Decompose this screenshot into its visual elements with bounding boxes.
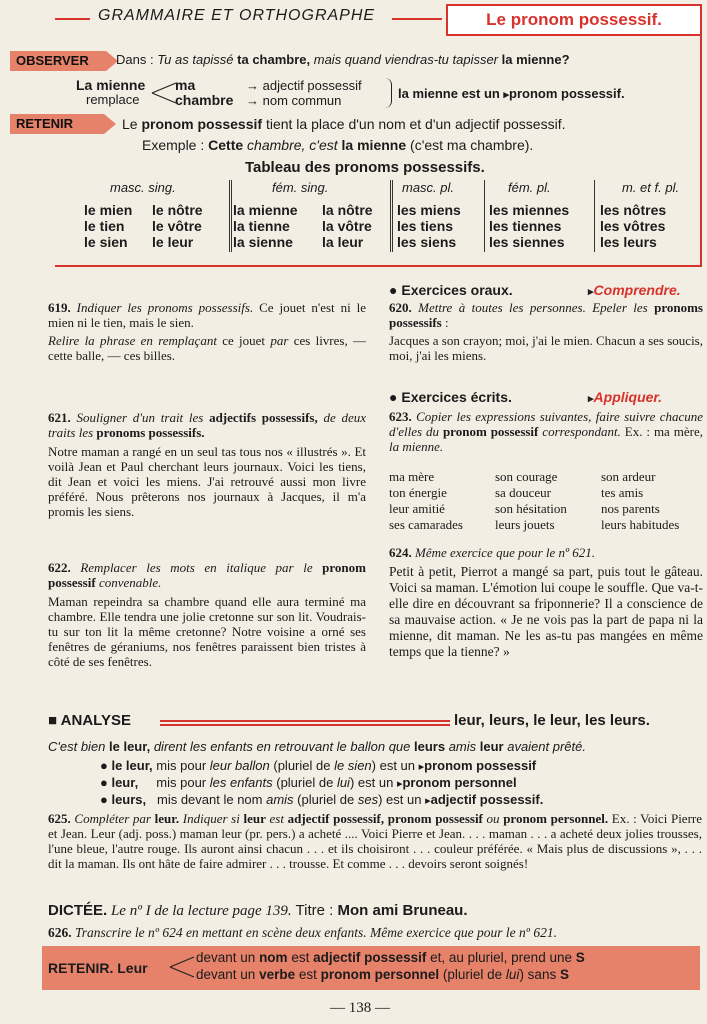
table-header-masc-sing: masc. sing.	[110, 180, 176, 195]
exercise-623-words: ma mère son courage son ardeur ton énergie sa douceur tes amis leur amitié son hésitation nos parents ses camarades leurs jouets leurs habitudes	[389, 469, 680, 532]
brace	[385, 78, 392, 108]
table-col-miennes: les miennes les tiennes les siennes	[489, 202, 570, 250]
retenir-leur-label: RETENIR. Leur	[48, 960, 148, 976]
remplace-word: remplace	[86, 92, 140, 107]
analyse-sentence: C'est bien le leur, dirent les enfants en retrouvant le ballon que leurs amis leur avaient prêté.	[48, 739, 586, 754]
table-header-fem-sing: fém. sing.	[272, 180, 329, 195]
table-header-masc-pl: masc. pl.	[402, 180, 455, 195]
table-title: Tableau des pronoms possessifs.	[245, 159, 485, 176]
page-number: — 138 —	[330, 1000, 390, 1016]
observer-sentence: Dans : Tu as tapissé ta chambre, mais quand viendras-tu tapisser la mienne?	[116, 52, 570, 67]
retenir-example: Exemple : Cette chambre, c'est la mienne (c'est ma chambre).	[142, 137, 534, 153]
nom-note: → nom commun	[246, 93, 342, 108]
table-divider	[390, 180, 391, 252]
retenir-label: RETENIR	[10, 114, 104, 134]
table-col-notres: les nôtres les vôtres les leurs	[600, 202, 667, 250]
exercise-625: 625. Compléter par leur. Indiquer si leur est adjectif possessif, pronom possessif ou pronom personnel. Ex. : Voici Pierre et Jean. Leur (adj. poss.) maman leur (pr. pers.) a acheté .... Voici Pierre et Jean. . . . maman . . . a acheté deux jolies trousses, l'une bleue, l'autre rouge. Ils auront ainsi chacun . . . et ils choisiront . . . couleur préférée. « Mais plus de discussions », . . . dit la maman. Ils ont hâte de faire admirer . . . trousse. Et comme . . . devoirs seront soignés!	[48, 811, 703, 871]
observer-conclusion: la mienne est un ▸ pronom possessif.	[398, 86, 625, 101]
mienne-word: La mienne	[76, 77, 146, 93]
leur-branch-lines	[168, 952, 196, 982]
exercise-619: 619. Indiquer les pronoms possessifs. Ce jouet n'est ni le mien ni le tien, mais le sien. Relire la phrase en remplaçant ce jouet par ces livres, — cette balle, — ces billes.	[48, 300, 366, 363]
section-title: GRAMMAIRE ET ORTHOGRAPHE	[98, 7, 376, 24]
oral-exercises-heading: ● Exercices oraux.	[389, 282, 513, 298]
adj-note: → adjectif possessif	[246, 78, 362, 93]
table-divider	[229, 180, 230, 252]
table-header-mf-pl: m. et f. pl.	[622, 180, 680, 195]
table-col-mienne: la mienne la tienne la sienne	[233, 202, 298, 250]
table-col-notre: le nôtre le vôtre le leur	[152, 202, 203, 250]
table-header-fem-pl: fém. pl.	[508, 180, 551, 195]
exercise-624: 624. Même exercice que pour le nº 621. Petit à petit, Pierrot a mangé sa part, puis tout le gâteau. Voici sa maman. L'émotion lui coupe le souffle. Que va-t-elle dire en découvrant sa friponnerie? Il a conscience de sa mauvaise action. « Je ne vois pas la part de papa ni la mienne, dit maman. Ne les as-tu pas mangées en même temps que la tienne? »	[389, 545, 703, 659]
appliquer-tag: ▸ Appliquer.	[588, 389, 662, 405]
chambre-word: chambre	[175, 92, 234, 108]
analyse-list: ● le leur, mis pour leur ballon (pluriel de le sien) est un ▸ pronom possessif ● leur, mis pour les enfants (pluriel de lui) est un ▸ pronom personnel ● leurs, mis devant le nom amis (pluriel de ses) est un ▸ adjectif possessif.	[100, 758, 543, 809]
observer-label: OBSERVER	[10, 51, 106, 71]
analyse-words: leur, leurs, le leur, les leurs.	[454, 712, 650, 729]
table-col-la-notre: la nôtre la vôtre la leur	[322, 202, 373, 250]
retenir-leur-rules: devant un nom est adjectif possessif et, au pluriel, prend une S devant un verbe est pronom personnel (pluriel de lui) sans S	[196, 950, 585, 982]
ma-word: ma	[175, 77, 196, 93]
table-col-mien: le mien le tien le sien	[84, 202, 133, 250]
table-divider	[392, 180, 393, 252]
analyse-heading: ■ ANALYSE	[48, 712, 131, 729]
retenir-rule: Le pronom possessif tient la place d'un nom et d'un adjectif possessif.	[122, 116, 566, 132]
table-divider	[594, 180, 595, 252]
branch-lines	[150, 78, 178, 108]
exercise-621: 621. Souligner d'un trait les adjectifs possessifs, de deux traits les pronoms possessifs. Notre maman a rangé en un seul tas tous nos « illustrés ». Et voilà Jean et Paul cherchant leurs journaux. Voici les tiens, dit Jean et voici les miens. J'ai retrouvé aussi mon livre préféré. Nous prêterons nos journaux à Jacques, il m'a promis les siens.	[48, 410, 367, 519]
table-divider	[484, 180, 485, 252]
comprendre-tag: ▸ Comprendre.	[588, 282, 681, 298]
exercise-626: 626. Transcrire le nº 624 en mettant en scène deux enfants. Même exercice que pour le nº 621.	[48, 925, 557, 940]
written-exercises-heading: ● Exercices écrits.	[389, 389, 512, 405]
dictee-line: DICTÉE. Le nº I de la lecture page 139. Titre : Mon ami Bruneau.	[48, 902, 468, 919]
table-divider	[231, 180, 232, 252]
exercise-622: 622. Remplacer les mots en italique par le pronom possessif convenable. Maman repeindra sa chambre quand elle aura terminé ma chambre. Elle tendra une jolie cretonne sur son lit. Voudrais-tu sur ton lit la même cretonne? Notre voisine a orné ses fenêtres de géraniums, nos fenêtres paraissent bien tristes à côté de ses fenêtres.	[48, 560, 366, 669]
exercise-620: 620. Mettre à toutes les personnes. Epeler les pronoms possessifs : Jacques a son crayon; moi, j'ai le mien. Chacun a ses soucis, moi, j'ai les miens.	[389, 300, 703, 363]
lesson-title: Le pronom possessif.	[446, 4, 702, 36]
analyse-rule	[160, 720, 450, 726]
table-col-miens: les miens les tiens les siens	[397, 202, 461, 250]
exercise-623: 623. Copier les expressions suivantes, faire suivre chacune d'elles du pronom possessif correspondant. Ex. : ma mère, la mienne.	[389, 409, 704, 454]
